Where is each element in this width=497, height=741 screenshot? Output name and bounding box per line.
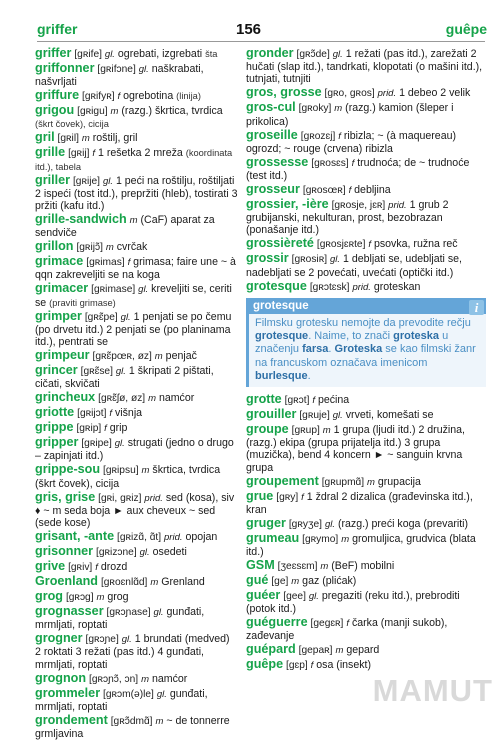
pronunciation: [gʀipe] [81,438,112,450]
definition: škrtica, tvrdica (škrt čovek), cicija [35,464,221,490]
pronunciation: [gʀip] [76,423,102,435]
pronunciation: [gʀijɔt] [77,408,107,420]
usage-note: (linija) [176,91,201,102]
headword: griffer [35,46,72,60]
part-of-speech: f [127,257,131,269]
part-of-speech: f [301,491,304,503]
pronunciation: [gʀizɑ̃, ɑ̃t] [117,532,162,544]
page-header [0,0,497,38]
dictionary-entry [35,687,238,713]
part-of-speech: gl. [324,518,335,530]
definition: osedeti [152,546,187,559]
headword: grondement [35,712,108,727]
definition: 1 škripati 2 pištati, cičati, skvičati [35,365,214,391]
pronunciation: [gʀɛ̃pœʀ, øz] [92,351,152,363]
pronunciation: [gegɛʀ] [310,618,344,630]
headword: gripper [35,435,79,450]
pronunciation: [gʀɔ̃de] [296,49,330,60]
usage-note: (škrt čovek), cicija [35,119,109,130]
dictionary-entry [246,475,486,489]
headword: GSM [246,558,275,573]
headword: Groenland [35,574,98,589]
pronunciation: [gʀo, gʀos] [324,88,375,100]
part-of-speech: m [322,425,331,437]
part-of-speech: gl. [138,64,149,75]
definition: 1 ždral 2 dizalica (građevinska itd.), kran [246,490,473,516]
dictionary-entry [246,101,486,127]
dictionary-entry [35,146,238,172]
part-of-speech: f [312,395,316,407]
part-of-speech: gl. [139,547,150,559]
dictionary-entry [35,560,238,574]
headword: grincheux [35,390,96,405]
headword: guêpe [246,657,284,672]
pronunciation: [gʀigu] [77,106,108,118]
pronunciation: [gʀy] [276,491,299,503]
part-of-speech: f [368,239,372,251]
definition: trudnoća; de ~ trudnoće (test itd.) [246,156,470,183]
headword: grimace [35,254,84,269]
definition: grog [107,591,129,604]
headword: groupement [246,473,319,488]
dictionary-entry [35,590,238,604]
part-of-speech: gl. [102,175,113,187]
part-of-speech: m [367,476,375,488]
headword: groupe [246,422,289,437]
definition: pregaziti (reku itd.), prebroditi (potok itd.) [246,590,460,616]
dictionary-entry [35,463,238,489]
part-of-speech: f [117,91,121,103]
part-of-speech: m [81,133,90,145]
guide-word-right: guêpe [445,21,487,37]
headword: grisant, -ante [35,529,115,544]
definition: kreveljiti se, ceriti se [35,283,232,309]
headword: guéguerre [246,615,308,630]
headword: grille-sandwich [35,212,127,227]
pronunciation: [gʀimase] [91,284,136,296]
pronunciation: [gʀɔ̃dmɑ̃] [110,715,153,727]
usage-note: šta [205,49,218,59]
dictionary-entry [35,240,238,254]
definition: 1 penjati se po čemu (po drvetu itd.) 2 penjati se (po planinama itd.), pentrati se [35,310,232,349]
dictionary-entry [246,393,486,407]
definition: (BeF) mobilni [331,560,395,573]
definition: grupacija [377,475,421,488]
headword: guéer [246,588,281,603]
dictionary-entry [35,672,238,686]
definition: namćor [158,392,195,405]
part-of-speech: m [154,351,163,363]
definition: gromuljica, grudvica (blata itd.) [246,532,476,559]
dictionary-entry [246,86,486,100]
definition: gepard [346,644,380,657]
dictionary-entry [246,129,486,155]
part-of-speech: m [141,465,150,477]
part-of-speech: m [110,106,119,118]
pronunciation: [gʀɛ̃se] [80,366,113,378]
pronunciation: [gʀɛ̃ʃø, øz] [98,393,146,405]
definition: 1 grub 2 grubijanski, nekulturan, prost, bezobrazan (ponašanje itd.) [246,199,449,237]
definition: osa (insekt) [316,659,372,672]
info-box-text: Filmsku grotesku nemojte da prevodite rečju grotesque. Naime, to znači groteska u značenju farsa. Groteska se kao filmski žanr na francuskom označava imenicom burlesque. [255,317,476,382]
dictionary-entry [246,589,486,615]
pronunciation: [gʀɔɲase] [106,607,151,619]
part-of-speech: prid. [144,492,163,504]
headword: griffure [35,88,80,103]
definition: penjač [165,350,197,363]
part-of-speech: m [155,715,164,727]
headword: grimacer [35,281,89,296]
headword: grognasser [35,604,104,619]
dictionary-entry [246,490,486,516]
definition: strugati (jedno o drugo – zapinjati itd.) [35,437,234,463]
pronunciation: [gʀosiʀ] [291,254,328,266]
dictionary-entry [35,632,238,671]
pronunciation: [gʀosœʀ] [302,185,346,197]
headword: grisonner [35,544,94,559]
part-of-speech: m [129,215,138,227]
pronunciation: [gʀosɛs] [311,157,349,169]
part-of-speech: m [96,592,105,604]
definition: groteskan [373,280,421,293]
headword: grotesque [246,278,307,293]
headword: grossir [246,251,289,266]
headword: grossièreté [246,236,314,251]
left-column [35,47,238,741]
headword: griffonner [35,61,95,75]
definition: psovka, ružna reč [373,238,458,251]
headword: gris, grise [35,489,96,504]
pronunciation: [gʀuje] [299,410,330,422]
headword: grosseur [246,182,300,197]
pronunciation: [gʀoɛnlɑ̃d] [100,577,148,589]
dictionary-entry [35,421,238,435]
headword: grimpeur [35,348,90,363]
dictionary-entry [246,532,486,558]
dictionary-entry [35,605,238,631]
headword: grogner [35,631,83,646]
part-of-speech: f [92,148,96,160]
pronunciation: [gʀi, gʀiz] [98,492,142,504]
dictionary-entry [246,574,486,588]
pronunciation: [gʀife] [74,49,102,60]
dictionary-entry [35,310,238,349]
part-of-speech: gl. [330,254,341,266]
dictionary-entry [35,282,238,308]
definition: (razg.) preći koga (prevariti) [337,517,469,530]
dictionary-entry [246,183,486,197]
part-of-speech: f [348,185,352,197]
pronunciation: [gʀɔm(ə)le] [103,688,154,700]
pronunciation: [gepaʀ] [298,645,333,657]
dictionary-entry [35,174,238,213]
part-of-speech: gl. [156,688,167,700]
part-of-speech: gl. [121,634,132,646]
pronunciation: [gʀosjɛʀte] [316,239,366,251]
pronunciation: [gʀɔɲɔ̃, ɔn] [89,673,139,685]
part-of-speech: prid. [352,281,371,293]
definition: gaz (plićak) [302,575,357,588]
headword: grincer [35,363,78,378]
info-box [246,298,486,387]
dictionary-entry [35,530,238,544]
part-of-speech: f [95,562,98,574]
part-of-speech: m [334,103,343,115]
part-of-speech: m [335,645,344,657]
headword: gué [246,573,269,588]
headword: grimper [35,308,82,323]
definition: (razg.) škrtica, tvrdica [121,105,223,118]
part-of-speech: m [341,533,350,545]
pronunciation: [gʀil] [57,133,79,145]
definition: 1 rešetka 2 mreža [97,147,186,160]
definition: 1 režati (pas itd.), zarežati 2 hučati (slap itd.), tandrkati, klopotati (o mašini itd.), tutnjati, tutnjiti [246,48,483,86]
dictionary-entry [35,391,238,405]
info-icon: i [469,300,484,315]
definition: Grenland [161,576,205,589]
definition: sed (kosa), siv ♦ ~ m seda boja ► aux cheveux ~ sed (sede kose) [35,491,235,530]
pronunciation: [gʀyʒe] [288,518,322,530]
dictionary-entry [35,545,238,559]
pronunciation: [gʀɔt] [284,395,310,407]
headword: grommeler [35,685,101,700]
dictionary-entry [35,213,238,239]
dictionary-entry [35,406,238,420]
part-of-speech: gl. [332,410,343,422]
part-of-speech: m [105,242,114,254]
dictionary-entry [35,104,238,130]
definition: 1 peći na roštilju, roštiljati 2 ispeći (tost itd.), prepržiti (hleb), tostirati 3 pržiti (kafu itd.) [35,174,238,213]
pronunciation: [gʀizɔne] [96,547,137,559]
definition: vrveti, komešati se [345,409,434,422]
dictionary-entry [246,280,486,294]
headword: grigou [35,103,75,118]
dictionary-entry [246,198,486,237]
watermark-logo: MAMUT [372,673,493,708]
headword: gros, grosse [246,85,322,100]
pronunciation: [gʀij] [68,148,90,160]
pronunciation: [gɛp] [286,660,308,672]
headword: grouiller [246,407,297,422]
part-of-speech: prid. [164,532,183,544]
part-of-speech: f [346,618,349,630]
pronunciation: [gʀijɔ̃] [76,242,103,254]
headword: grippe-sou [35,462,101,477]
part-of-speech: f [351,157,355,169]
dictionary-entry [246,643,486,657]
definition: (razg.) kamion (šleper i prikolica) [246,102,454,128]
part-of-speech: gl. [120,311,131,323]
dictionary-entry [246,423,486,474]
pronunciation: [gʀɔtɛsk] [309,281,350,293]
headword: griller [35,172,70,187]
pronunciation: [gʀɛ̃pe] [84,311,118,323]
right-column [246,47,486,673]
part-of-speech: m [150,577,159,589]
dictionary-entry [246,47,486,86]
definition: grimasa; faire une ~ à qqn zakreveljiti se na koga [35,256,236,282]
definition: 1 debeo 2 velik [399,87,471,100]
pronunciation: [gʀozɛj] [300,130,336,142]
pronunciation: [gʀifɔne] [97,64,136,75]
pronunciation: [ʒeɛsɛm] [277,561,318,573]
part-of-speech: gl. [332,49,343,60]
pronunciation: [gʀifyʀ] [82,91,115,103]
part-of-speech: prid. [388,200,407,212]
headword: grippe [35,420,74,435]
headword: gros-cul [246,100,296,115]
definition: namćor [151,672,188,685]
headword: guépard [246,642,296,657]
part-of-speech: gl. [104,49,115,60]
definition: naškrabati, našvrljati [35,63,204,89]
dictionary-entry [35,714,238,740]
definition: 1 grupa (ljudi itd.) 2 družina, (razg.) ekipa (grupa prijatelja itd.) 3 grupa (muzička), bend 4 koncern ► ~ sanguin krvna grupa [246,424,465,474]
header-divider [37,41,485,42]
headword: grognon [35,670,87,685]
definition: cvrčak [116,241,148,254]
part-of-speech: f [109,408,113,420]
pronunciation: [gee] [283,591,306,603]
definition: (CaF) aparat za sendviče [35,214,215,240]
definition: grip [109,422,128,435]
dictionary-entry [246,658,486,672]
part-of-speech: m [148,393,156,405]
definition: drozd [100,561,128,574]
pronunciation: [gʀɔɲe] [85,634,119,646]
part-of-speech: f [338,130,341,142]
headword: gronder [246,46,294,60]
part-of-speech: gl. [153,607,164,619]
info-box-title: grotesque [249,298,486,314]
part-of-speech: gl. [114,438,125,450]
definition: debljina [354,184,391,197]
definition: ribizla; ~ (à maquereau) ogrozd; ~ rouge (crvena) ribizla [246,129,457,155]
part-of-speech: gl. [138,284,149,296]
dictionary-entry [246,559,486,573]
dictionary-entry [35,131,238,145]
definition: gunđati, mrmljati, roptati [35,606,205,632]
pronunciation: [gʀymo] [302,533,339,545]
headword: grive [35,559,66,574]
dictionary-entry [35,89,238,103]
headword: gruger [246,515,286,530]
dictionary-entry [246,408,486,422]
pronunciation: [gʀimas] [86,257,125,269]
definition: ogrebati, izgrebati [117,48,206,60]
definition: 1 debljati se, udebljati se, nadebljati se 2 povećati, uvećati (optički itd.) [246,253,462,279]
headword: grotte [246,392,282,407]
pronunciation: [gʀije] [72,175,100,187]
dictionary-entry [35,62,238,88]
definition: opojan [185,531,218,544]
definition: gunđati, mrmljati, roptati [35,687,208,713]
dictionary-entry [246,252,486,278]
part-of-speech: m [320,561,329,573]
definition: čarka (manji sukob), zađevanje [246,617,448,643]
dictionary-entry [35,436,238,462]
dictionary-entry [35,491,238,530]
pronunciation: [gʀoky] [298,103,332,115]
part-of-speech: gl. [308,591,319,603]
dictionary-entry [246,517,486,531]
part-of-speech: prid. [377,88,397,100]
headword: griotte [35,405,75,420]
part-of-speech: gl. [115,366,126,378]
definition: ogrebotina [123,90,177,103]
dictionary-entry [35,349,238,363]
dictionary-entry [35,364,238,390]
headword: grillon [35,239,74,254]
guide-word-left: griffer [37,21,78,37]
pronunciation: [gʀiv] [68,562,93,574]
headword: grossesse [246,154,309,169]
pronunciation: [ge] [271,576,289,588]
headword: grog [35,589,63,604]
definition: 1 brundati (medved) 2 roktati 3 režati (pas itd.) 4 gunđati, mrmljati, roptati [35,633,230,671]
dictionary-entry [35,47,238,61]
pronunciation: [gʀupmɑ̃] [321,476,365,488]
headword: grille [35,145,66,160]
dictionary-entry [35,575,238,589]
headword: groseille [246,127,298,142]
page-number: 156 [235,21,262,38]
headword: grossier, -ière [246,197,329,212]
definition: ~ de tonnerre grmljavina [35,714,230,741]
dictionary-entry [246,156,486,182]
part-of-speech: f [104,423,107,435]
pronunciation: [gʀup] [291,425,320,437]
pronunciation: [gʀosje, jɛʀ] [331,200,386,212]
headword: gril [35,130,55,145]
pronunciation: [gʀɔg] [65,592,94,604]
dictionary-entry [246,237,486,251]
definition: višnja [114,407,143,420]
headword: grue [246,488,274,503]
headword: grumeau [246,530,300,545]
definition: roštilj, gril [92,132,138,145]
part-of-speech: m [291,576,300,588]
definition: pećina [317,394,350,407]
usage-note: (praviti grimase) [49,297,116,308]
usage-note: (koordinata itd.), tabela [35,148,233,172]
dictionary-entry [35,255,238,281]
part-of-speech: f [310,660,314,672]
dictionary-entry [246,616,486,642]
pronunciation: [gʀipsu] [103,465,139,477]
part-of-speech: m [141,673,150,685]
